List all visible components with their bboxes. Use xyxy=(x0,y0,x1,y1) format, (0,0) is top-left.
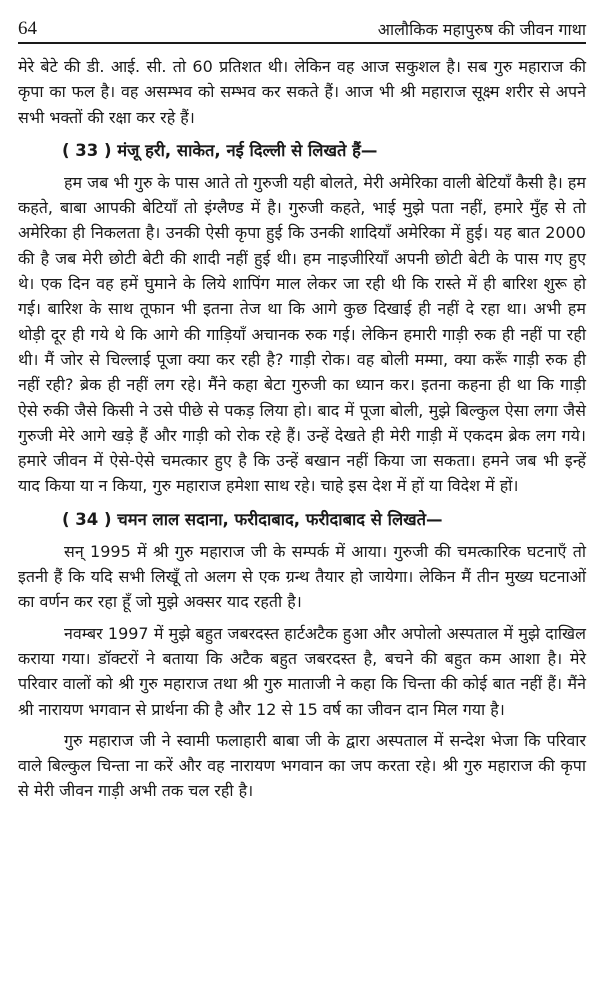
section-heading-34: ( 34 ) चमन लाल सदाना, फरीदाबाद, फरीदाबाद से लिखते— xyxy=(62,509,443,529)
running-title: आलौकिक महापुरुष की जीवन गाथा xyxy=(377,20,586,39)
paragraph-continued: मेरे बेटे की डी. आई. सी. तो 60 प्रतिशत थी। लेकिन वह आज सकुशल है। सब गुरु महाराज की कृपा का फल है। वह असम्भव को सम्भव कर सकते हैं। आज भी श्री महाराज सूक्ष्म शरीर से अपने सभी भक्तों की रक्षा कर रहे हैं। xyxy=(18,57,586,127)
paragraph-34-b: नवम्बर 1997 में मुझे बहुत जबरदस्त हार्टअटैक हुआ और अपोलो अस्पताल में मुझे दाखिल कराया गया। डॉक्टरों ने बताया कि अटैक बहुत जबरदस्त है, बचने की बहुत कम आशा है। मेरे परिवार वालों को श्री गुरु महाराज तथा श्री गुरु माताजी ने कहा कि चिन्ता की कोई बात नहीं हैं। मैंने श्री नारायण भगवान से प्रार्थना की है और 12 से 15 वर्ष का जीवन दान मिल गया है। xyxy=(18,623,586,719)
paragraph-33: हम जब भी गुरु के पास आते तो गुरुजी यही बोलते, मेरी अमेरिका वाली बेटियाँ कैसी है। हम कहते, बाबा आपकी बेटियाँ तो इंग्लैण्ड में है। गुरुजी कहते, भाई मुझे पता नहीं, हमारे मुँह से तो अमेरिका ही निकलता है। उनकी ऐसी कृपा हुई कि उनकी शादियाँ अमेरिका में हुई। यह बात 2000 की है जब मेरी छोटी बेटी की शादी नहीं हुई थी। हम नाइजीरियाँ अपनी छोटी बेटी के पास गए हुए थे। एक दिन वह हमें घुमाने के लिये शापिंग माल लेकर जा रही थी कि रास्ते में ही बारिश शुरू हो गई। बारिश के साथ तूफान भी इतना तेज था कि आगे कुछ दिखाई ही नहीं दे रहा था। अभी हम थोड़ी दूर ही गये थे कि आगे की गाड़ियाँ अचानक रुक गई। लेकिन हमारी गाड़ी रुक ही नहीं पा रही थी। मैं जोर से चिल्लाई पूजा क्या कर रही है? गाड़ी रोक। वह बोली मम्मा, क्या करूँ गाड़ी रुक ही नहीं रही? ब्रेक ही नहीं लग रहे। मैंने कहा बेटा गुरुजी का ध्यान कर। इतना कहना ही था कि गाड़ी ऐसे रुकी जैसे किसी ने उसे पीछे से पकड़ लिया हो। बाद में पूजा बोली, मुझे बिल्कुल ऐसा लगा जैसे गुरुजी मेरे आगे खड़े हैं और गाड़ी को रोक रहे हैं। उन्हें देखते ही मेरी गाड़ी में एकदम ब्रेक लग गये। हमारे जीवन में ऐसे-ऐसे चमत्कार हुए है कि उन्हें बखान नहीं किया जा सकता। हमने जब भी इन्हें याद किया या न किया, गुरु महाराज हमेशा साथ रहे। चाहे इस देश में हों या विदेश में हों। xyxy=(18,172,586,496)
header-rule xyxy=(18,42,586,44)
section-heading-33: ( 33 ) मंजू हरी, साकेत, नई दिल्ली से लिखते हैं— xyxy=(62,140,378,160)
paragraph-34-c: गुरु महाराज जी ने स्वामी फलाहारी बाबा जी के द्वारा अस्पताल में सन्देश भेजा कि परिवार वाले बिल्कुल चिन्ता ना करें और वह नारायण भगवान का जप करता रहे। श्री गुरु महाराज की कृपा से मेरी जीवन गाड़ी अभी तक चल रही है। xyxy=(18,730,586,801)
page-header xyxy=(18,8,586,40)
paragraph-34-a: सन् 1995 में श्री गुरु महाराज जी के सम्पर्क में आया। गुरुजी की चमत्कारिक घटनाएँ तो इतनी हैं कि यदि सभी लिखूँ तो अलग से एक ग्रन्थ तैयार हो जायेगा। लेकिन मैं तीन मुख्य घटनाओं का वर्णन कर रहा हूँ जो मुझे अक्सर याद रहती है। xyxy=(18,541,586,612)
page-number: 64 xyxy=(18,18,37,39)
